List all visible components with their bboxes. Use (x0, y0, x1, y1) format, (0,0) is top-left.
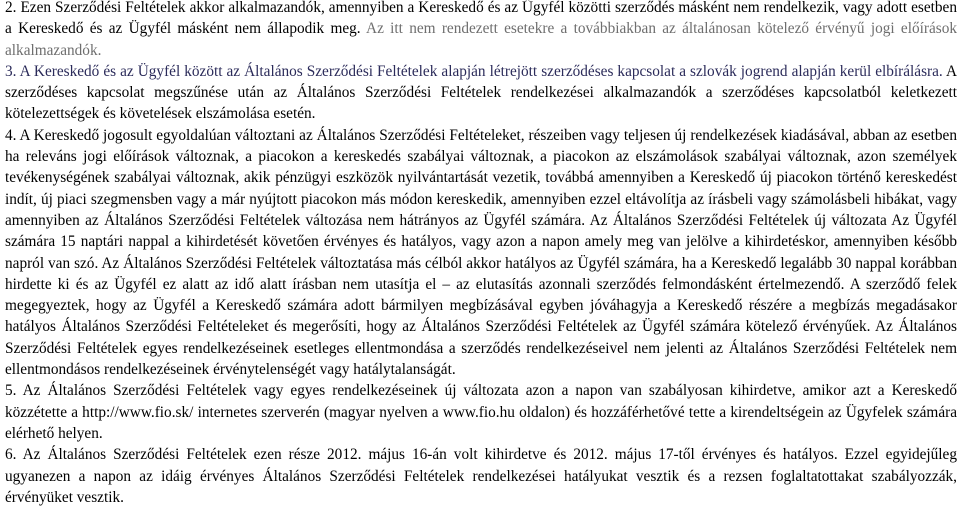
paragraph-3-lead: 3. A Kereskedő és az Ügyfél között az Általános Szerződési Feltételek alapján létrejött szerződéses kapcsolat a szlovák jogrend alapján kerül elbírálásra. (5, 62, 943, 80)
paragraph-5: 5. Az Általános Szerződési Feltételek vagy egyes rendelkezéseinek új változata azon a napon van szabályosan kihirdetve, amikor azt a Kereskedő közzétette a http://www.fio.sk/ internetes szerverén (magyar nyelven a www.fio.hu oldalon) és hozzáférhetővé tette a kirendeltségein az Ügyfelek számára elérhető helyen. (5, 382, 957, 442)
paragraph-4: 4. A Kereskedő jogosult egyoldalúan változtani az Általános Szerződési Feltételeket, részeiben vagy teljesen új rendelkezések kiadásával, abban az esetben ha releváns jogi előírások változnak, a piacokon a kereskedés szabályai változnak, a piacokon az elszámolások szabályai változnak, azon személyek tevékenységének szabályai változnak, akik pénzügyi eszközök nyilvántartását vezetik, továbbá amennyiben a Kereskedő új piacokon történő kereskedést indít, új piaci szegmensben vagy a már nyújtott piacokon más módon kereskedik, amennyiben ezzel eltávolítja az írásbeli vagy számolásbeli hibákat, vagy amennyiben az Általános Szerződési Feltételek változása nem hátrányos az Ügyfél számára. Az Általános Szerződési Feltételek új változata Az Ügyfél számára 15 naptári nappal a kihirdetését követően érvényes és hatályos, vagy azon a napon amely meg van jelölve a kihirdetéskor, amennyiben később napról van szó. Az Általános Szerződési Feltételek változtatása más célból akkor hatályos az Ügyfél számára, ha a Kereskedő legalább 30 nappal korábban hirdette ki és az Ügyfél ez alatt az idő alatt írásban nem utasítja el – az elutasítás azonnali szerződés felmondásként értelmezendő. A szerződő felek megegyeztek, hogy az Ügyfél a Kereskedő számára adott bármilyen megbízásával egyben jóváhagyja a Kereskedő részére a megbízás megadásakor hatályos Általános Szerződési Feltételeket és megerősíti, hogy az Általános Szerződési Feltételek az Ügyfél számára kötelező érvényűek. Az Általános Szerződési Feltételek egyes rendelkezéseinek esetleges ellentmondása a szerződés rendelkezéseivel nem jelenti az Általános Szerződési Feltételek nem ellentmondásos rendelkezéseinek érvénytelenségét vagy hatálytalanságát. (5, 126, 957, 379)
paragraph-3 (5, 61, 957, 125)
document-page (5, 0, 957, 508)
paragraph-6: 6. Az Általános Szerződési Feltételek ezen része 2012. május 16-án volt kihirdetve és 2012. május 17-től érvényes és hatályos. Ezzel egyidejűleg ugyanezen a napon az idáig érvényes Általános Szerződési Feltételek rendelkezései hatályukat vesztik és a rezsen foglaltatottakat szabályozzák, érvényüket vesztik. (5, 446, 957, 506)
paragraph-3-tail: A szerződéses kapcsolat megszűnése után az Általános Szerződési Feltételek rendelkezései alkalmazandók a szerződéses kapcsolatból keletkezett kötelezettségek és követelések elszámolása esetén. (5, 62, 957, 123)
paragraph-2-tail: Az itt nem rendezett esetekre a továbbiakban az általánosan kötelező érvényű jogi előírások alkalmazandók. (5, 20, 957, 59)
paragraph-2-lead: 2. Ezen Szerződési Feltételek akkor alkalmazandók, amennyiben a Kereskedő és az Ügyfél közötti szerződés másként nem rendelkezik, vagy adott esetben a Kereskedő és az Ügyfél másként nem állapodik meg. (5, 0, 957, 38)
paragraph-2 (5, 0, 957, 61)
